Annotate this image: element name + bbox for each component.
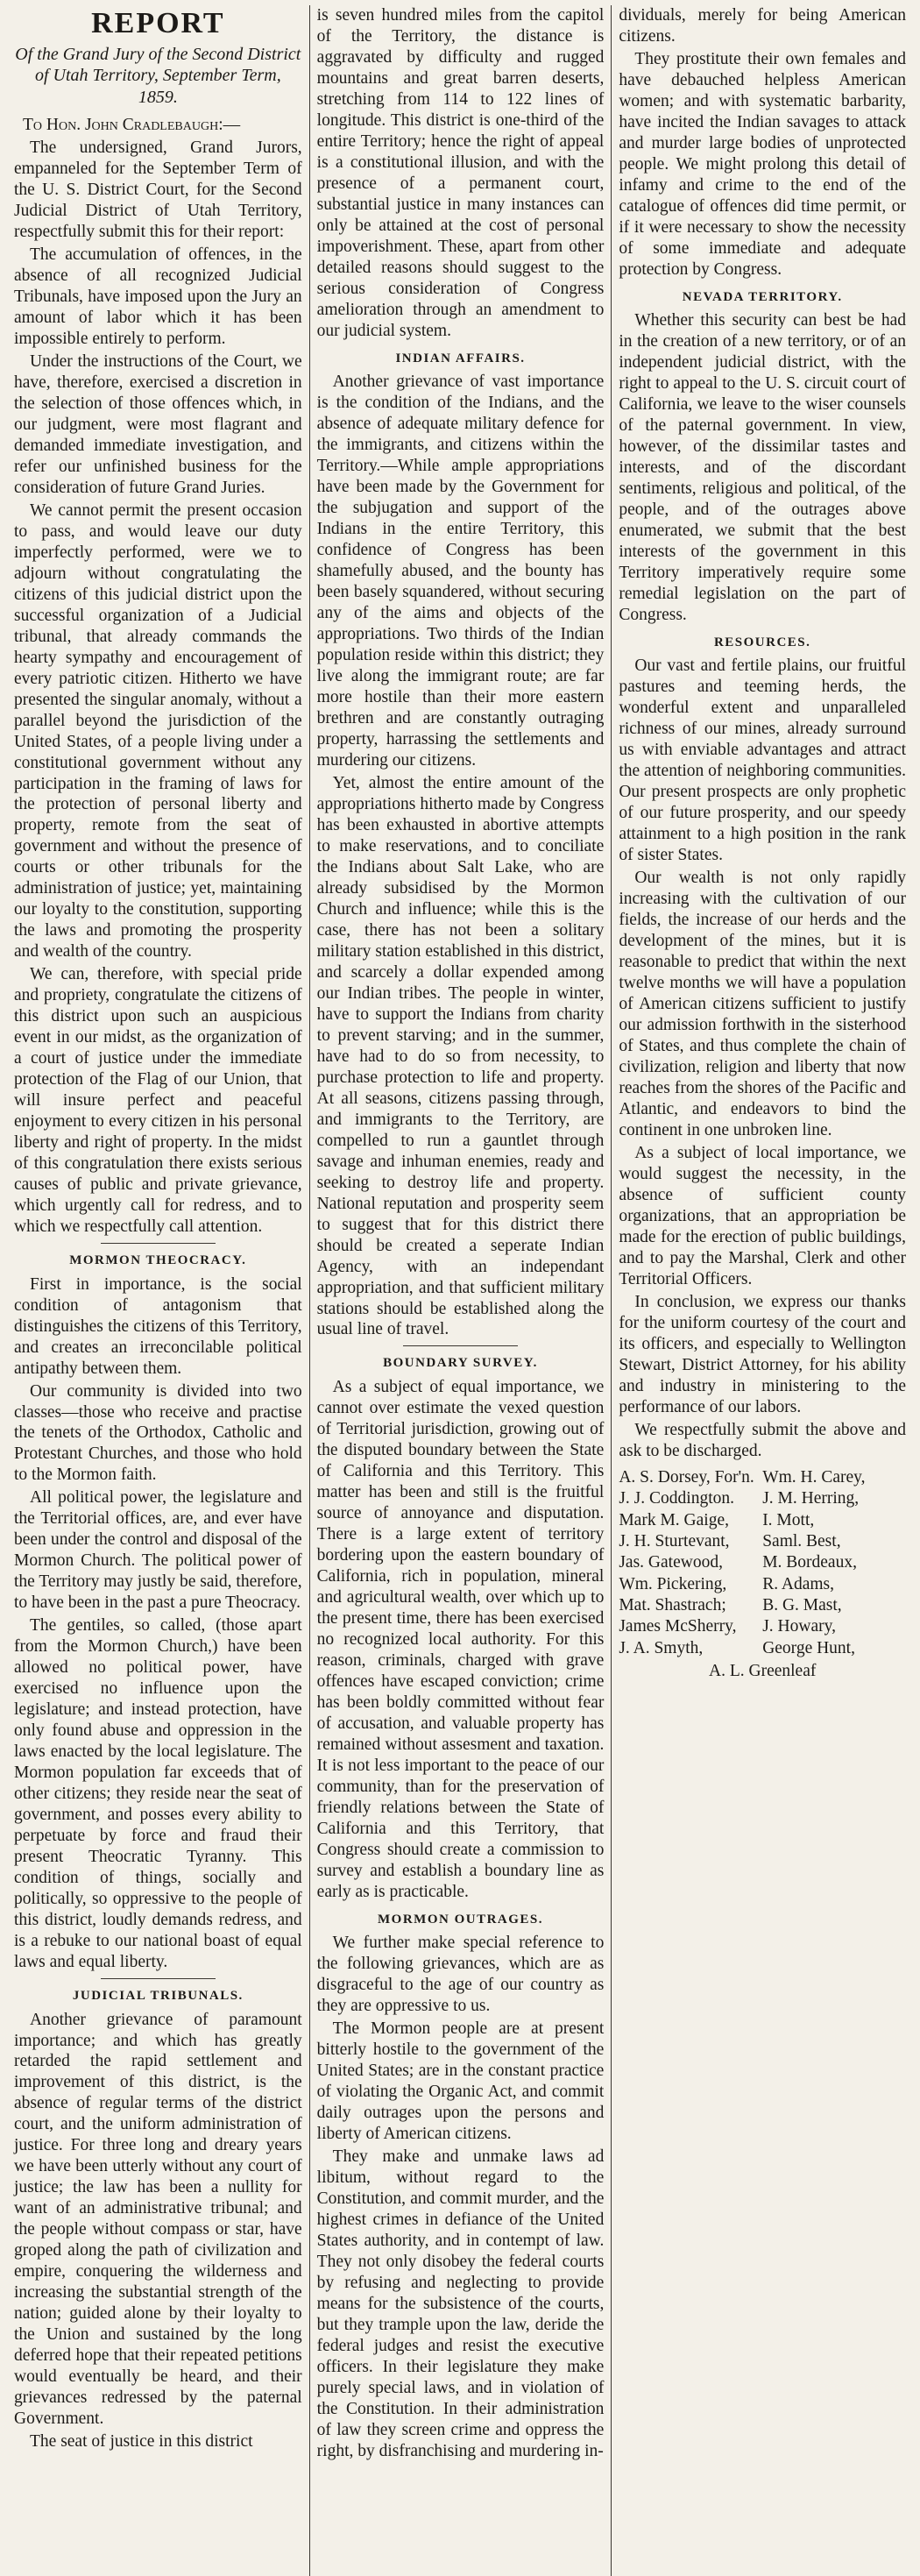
paragraph: Our wealth is not only rapidly increasing with the cultivation of our fields, the increase of our herds and the development of the mines, but it is reasonable to predict that within the next twelve months we will have a population of American citizens sufficient to justify our admission forthwith in the sisterhood of States, and thus complete the chain of civilization, religion and liberty that now reaches from the shores of the Pacific and Atlantic, and endeavors to bind the continent in one unbroken line. <box>619 869 907 1140</box>
section-heading-mormon-theocracy: MORMON THEOCRACY. <box>69 1253 247 1268</box>
signature-row <box>619 1467 906 1488</box>
paragraph: They prostitute their own females and have debauched helpless American women; and with systematic barbarity, have incited the Indian savages to attack and murder large bodies of unprotected people. We might prolong this detail of infamy and crime to the end of the catalogue of offences did time permit, or if it were necessary to show the necessity of some immediate and adequate protection by Congress. <box>619 49 907 279</box>
signature-row <box>619 1531 906 1552</box>
paragraph: The gentiles, so called, (those apart from the Mormon Church,) have been allowed no political power, have exercised no influence upon the legislature; and instead protection, have only found abuse and oppression in the laws enacted by the local legislature. The Mormon population far exceeds that of other citizens; they reside near the seat of government, and posses every ability to perpetuate by force and fraud their present Theocratic Tyranny. This condition of things, socially and politically, so oppressive to the people of this district, loudly demands redress, and is a rebuke to our national boast of equal laws and equal liberty. <box>14 1616 302 1972</box>
signature-name: B. G. Mast, <box>762 1596 842 1615</box>
signature-name: J. Howary, <box>762 1617 836 1636</box>
paragraph: dividuals, merely for being American citizens. <box>619 6 907 46</box>
paragraph: All political power, the legislature and the Territorial offices, are, and ever have been under the control and disposal of the Mormon Church. The political power of the Territory may justly be said, therefore, to have been in the past a pure Theocracy. <box>14 1488 302 1613</box>
signature-name: James McSherry, <box>619 1617 737 1636</box>
signature-row <box>619 1595 906 1616</box>
signature-name: J. M. Herring, <box>762 1489 860 1508</box>
paragraph: We cannot permit the present occasion to pass, and would leave our duty imperfectly performed, were we to adjourn without congratulating the citizens of this judicial district upon the successful organization of a Judicial tribunal, that already commands the hearty sympathy and encouragement of every patriotic citizen. Hitherto we have presented the singular anomaly, without a parallel beyond the jurisdiction of the United States, of a people living under a constitutional government without any participation in the framing of laws for the protection of personal liberty and property, remote from the seat of government and without the presence of courts or other tribunals for the administration of justice; yet, maintaining our loyalty to the constitution, supporting the laws and promoting the prosperity and wealth of the country. <box>14 500 302 962</box>
column-3 <box>611 5 913 2576</box>
signature-block <box>619 1467 906 1683</box>
signature-name: I. Mott, <box>762 1510 815 1529</box>
signature-name: M. Bordeaux, <box>762 1553 857 1572</box>
paragraph: First in importance, is the social condition of antagonism that distinguishes the citizens of this Territory, and creates an irreconcilable political antipathy between them. <box>14 1274 302 1378</box>
section-heading-nevada-territory: NEVADA TERRITORY. <box>682 289 843 304</box>
signature-row <box>619 1616 906 1637</box>
signature-row <box>619 1574 906 1595</box>
signature-name: J. J. Coddington. <box>619 1489 734 1508</box>
column-1 <box>7 5 309 2576</box>
paragraph: They make and unmake laws ad libitum, without regard to the Constitution, and commit murder, and the highest crimes in defiance of the United States authority, and in contempt of law. They not only disobey the federal courts by refusing and neglecting to provide means for the subsistence of the courts, but they trample upon the law, deride the federal judges and resist the executive officers. In their legislature they make purely special laws, and in violation of the Constitution. In their administration of law they screen crime and oppress the right, by disfranchising and murdering in- <box>316 2147 605 2460</box>
report-subtitle: Of the Grand Jury of the Second District of Utah Territory, September Term, 1859. <box>15 44 301 107</box>
paragraph: Our community is divided into two classes—those who receive and practise the tenets of the Orthodox, Catholic and Protestant Churches, and those who hold to the Mormon faith. <box>14 1381 302 1485</box>
paragraph: Another grievance of vast importance is the condition of the Indians, and the absence of adequate military defence for the immigrants, and citizens within the Territory.—While ample appropriations have been made by the Government for the subjugation and support of the Indians in the entire Territory, this confidence of Congress has been shamefully abused, and the bounty has been basely squandered, without securing any of the aims and objects of the appropriations. Two thirds of the Indian population reside within this district; they live along the immigrant route; are far more hostile than their more eastern brethren and are constantly outraging property, harrassing the settlements and murdering our citizens. <box>316 373 605 770</box>
paragraph: We further make special reference to the following grievances, which are as disgraceful to the age of our country as they are oppressive to us. <box>316 1933 605 2015</box>
paragraph: The Mormon people are at present bitterly hostile to the government of the United States; are in the constant practice of violating the Organic Act, and commit daily outrages upon the persons and liberty of American citizens. <box>316 2019 605 2143</box>
section-heading-indian-affairs: INDIAN AFFAIRS. <box>395 351 526 365</box>
paragraph: We respectfully submit the above and ask to be discharged. <box>619 1420 907 1460</box>
paragraph: As a subject of equal importance, we cannot over estimate the vexed question of Territorial jurisdiction, growing out of the disputed boundary between the State of California and this Territory. This matter has been and still is the fruitful source of annoyance and disputation. There is a large extent of territory bordering upon the eastern boundary of California, rich in population, mineral and agricultural wealth, over which up to the present time, there has been exercised no recognized local authority. For this reason, criminals, charged with grave offences have escaped conviction; crime has been boldly committed without fear of accusation, and valuable property has remained without assesment and taxation. It is not less important to the peace of our community, than for the preservation of friendly relations between the State of California and this Territory, that Congress should create a commission to survey and establish a boundary line as early as is practicable. <box>316 1377 605 1901</box>
signature-row <box>619 1510 906 1531</box>
signature-row <box>619 1552 906 1573</box>
signature-name: Jas. Gatewood, <box>619 1553 723 1572</box>
paragraph: The accumulation of offences, in the absence of all recognized Judicial Tribunals, have imposed upon the Jury an amount of labor which it has been impossible entirely to perform. <box>14 245 302 348</box>
section-heading-mormon-outrages: MORMON OUTRAGES. <box>378 1912 543 1927</box>
signature-name-last: A. L. Greenleaf <box>709 1662 817 1681</box>
paragraph: Yet, almost the entire amount of the appropriations hitherto made by Congress has been exhausted in abortive attempts to make reservations, and to conciliate the Indians about Salt Lake, who are already subsidised by the Mormon Church and influence; while this is the case, there has not been a solitary military station established in this district, and scarcely a dollar expended among our Indian tribes. The people in winter, have to support the Indians from charity to prevent starving; and in the summer, have had to do so from necessity, to purchase protection to life and property. At all seasons, citizens passing through, and immigrants to the Territory, are compelled to run a gauntlet through savage and inhuman enemies, ready and seeking to destroy life and property. National reputation and prosperity seem to suggest that for this district there should be created a seperate Indian Agency, with an independant appropriation, and that sufficient military stations should be established along the usual line of travel. <box>316 773 605 1339</box>
signature-name: George Hunt, <box>762 1638 855 1657</box>
section-heading-resources: RESOURCES. <box>713 635 811 649</box>
paragraph: The seat of justice in this district <box>30 2432 253 2452</box>
signature-name: R. Adams, <box>762 1574 834 1593</box>
paragraph: Our vast and fertile plains, our fruitful pastures and teeming herds, the wonderful extent and unparalleled richness of our mines, already surround us with enviable advantages and attract the attention of neighboring communities. Our present prospects are only prophetic of our future prosperity, and our speedy attainment to a high position in the rank of sister States. <box>619 656 907 865</box>
signature-name: Saml. Best, <box>762 1531 841 1551</box>
signature-row <box>619 1488 906 1509</box>
report-title: REPORT <box>91 7 225 39</box>
signature-name: A. S. Dorsey, For'n. <box>619 1467 754 1487</box>
signature-name: Wm. H. Carey, <box>762 1467 866 1487</box>
signature-row <box>619 1638 906 1659</box>
section-heading-boundary-survey: BOUNDARY SURVEY. <box>383 1356 538 1371</box>
address-line: To Hon. John Cradlebaugh:— <box>23 115 241 134</box>
section-divider <box>101 1243 216 1244</box>
section-divider <box>403 1345 518 1346</box>
paragraph: Whether this security can best be had in the creation of a new territory, or of an independent judicial district, with the right to appeal to the U. S. circuit court of California, we leave to the wiser counsels of the paternal government. In view, however, of the dissimilar tastes and interests, and of the discordant sentiments, religious and political, of the people, and of the outrages above enumerated, we submit that the best interests of the government in this Territory imperatively require some remedial legislation on the part of Congress. <box>619 311 907 625</box>
paragraph: We can, therefore, with special pride and propriety, congratulate the citizens of this district upon such an auspicious event in our midst, as the organization of a court of justice under the immediate protection of the Flag of our Union, that will insure perfect and peaceful enjoyment to every citizen in his personal liberty and right of property. In the midst of this congratulation there exists serious causes of public and private grievance, which urgently call for redress, and to which we respectfully call attention. <box>14 965 302 1237</box>
paragraph: As a subject of local importance, we would suggest the necessity, in the absence of sufficient county organizations, that an appropriation be made for the erection of public buildings, and to pay the Marshal, Clerk and other Territorial Officers. <box>619 1144 907 1288</box>
section-heading-judicial-tribunals: JUDICIAL TRIBUNALS. <box>72 1989 244 2004</box>
paragraph: Under the instructions of the Court, we have, therefore, exercised a discretion in the selection of those offences which, in our judgment, were most flagrant and demanded immediate investigation, and refer our unfinished business for the consideration of future Grand Juries. <box>14 351 302 497</box>
paragraph: In conclusion, we express our thanks for the uniform courtesy of the court and its officers, and especially to Wellington Stewart, District Attorney, for his ability and industry in ministering to the performance of our labors. <box>619 1292 907 1416</box>
paragraph: Another grievance of paramount importance; and which has greatly retarded the rapid settlement and improvement of this district, is the absence of regular terms of the district court, and the uniform administration of justice. For three long and dreary years we have been utterly without any court of justice; the law has been a nullity for want of an administrative tribunal; and the people without compass or star, have groped along the path of civilization and empire, conquering the wilderness and increasing the substantial strength of the nation; guided alone by their loyalty to the Union and sustained by the long deferred hope that their repeated petitions would eventually be heard, and their grievances redressed by the paternal Government. <box>14 2010 302 2429</box>
signature-name: Mat. Shastrach; <box>619 1596 726 1615</box>
signature-name: J. H. Sturtevant, <box>619 1531 730 1551</box>
signature-name: J. A. Smyth, <box>619 1638 704 1657</box>
signature-name: Wm. Pickering, <box>619 1574 727 1593</box>
section-divider <box>101 1978 216 1979</box>
signature-name: Mark M. Gaige, <box>619 1510 729 1529</box>
paragraph: The undersigned, Grand Jurors, empanneled for the September Term of the U. S. District Court, for the Second Judicial District of Utah Territory, respectfully submit this for their report: <box>14 138 302 241</box>
paragraph: is seven hundred miles from the capitol of the Territory, the distance is aggravated by difficulty and rugged mountains and great barren deserts, stretching from 114 to 122 lines of longitude. This district is one-third of the entire Territory; hence the right of appeal is a constitutional illusion, and with the presence of a permanent court, substantial justice in many instances can only be attained at the cost of personal impoverishment. These, apart from other detailed reasons should suggest to the serious consideration of Congress amelioration through an amendment to our judicial system. <box>316 6 605 340</box>
column-2 <box>309 5 612 2576</box>
